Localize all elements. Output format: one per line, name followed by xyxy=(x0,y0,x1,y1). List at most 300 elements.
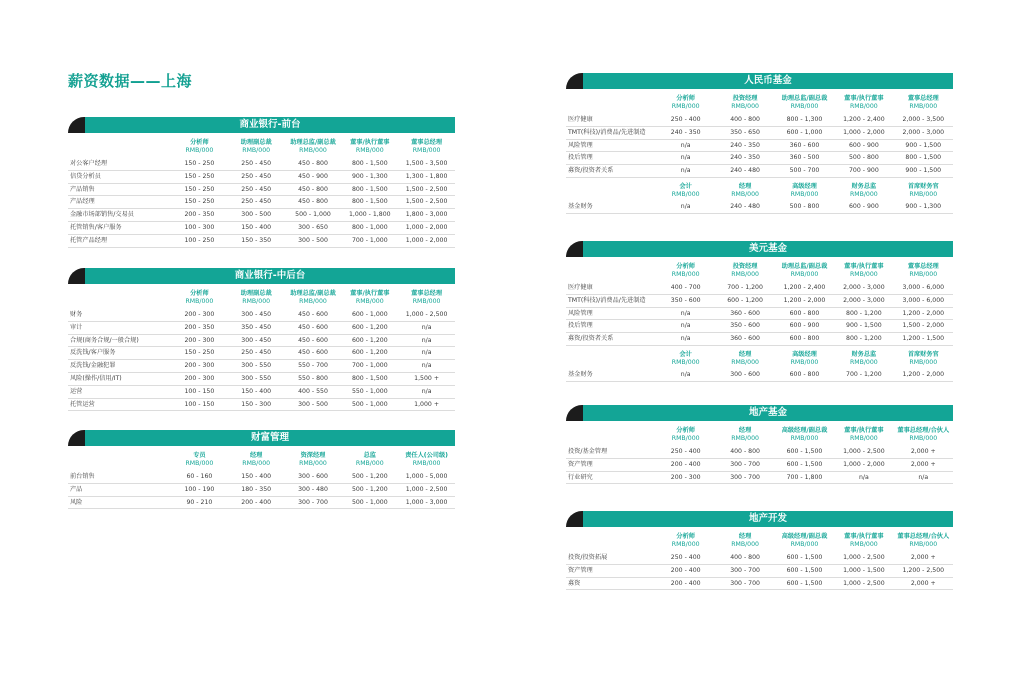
salary-range: 2,000 + xyxy=(894,458,953,471)
row-label: 产品 xyxy=(68,483,171,496)
column-header xyxy=(398,284,455,309)
column-title: 高级经理 xyxy=(792,350,817,358)
salary-range: 200 - 400 xyxy=(228,496,285,509)
column-title: 会计 xyxy=(679,350,692,358)
salary-range: 90 - 210 xyxy=(171,496,228,509)
column-title: 责任人(公司级) xyxy=(405,452,448,459)
section-header xyxy=(566,73,953,89)
salary-range: 250 - 450 xyxy=(228,158,285,170)
salary-range: 1,000 - 2,000 xyxy=(398,234,455,247)
column-title: 高级经理/副总裁 xyxy=(781,533,828,540)
salary-range: 500 - 1,200 xyxy=(341,471,398,483)
salary-range: 450 - 800 xyxy=(285,196,342,209)
salary-range: 200 - 300 xyxy=(171,334,228,347)
column-header xyxy=(715,257,774,282)
column-header-row xyxy=(566,177,953,201)
salary-range: 3,000 - 6,000 xyxy=(894,282,953,294)
salary-range: 400 - 800 xyxy=(715,446,774,458)
column-header xyxy=(228,133,285,158)
salary-range: 100 - 250 xyxy=(171,234,228,247)
salary-range: 600 - 1,200 xyxy=(341,321,398,334)
salary-range: 1,000 - 2,500 xyxy=(834,577,893,590)
column-title: 会计 xyxy=(679,182,692,190)
salary-range: 150 - 350 xyxy=(228,234,285,247)
salary-range: 500 - 700 xyxy=(775,165,834,178)
column-header xyxy=(775,257,834,282)
table-row xyxy=(68,183,455,196)
salary-range: 150 - 250 xyxy=(171,170,228,183)
column-title: 董事/执行董事 xyxy=(350,290,390,297)
column-title: 董事/执行董事 xyxy=(350,139,390,146)
salary-range: 2,000 - 3,500 xyxy=(894,114,953,126)
salary-range: 150 - 300 xyxy=(228,398,285,411)
salary-range: 300 - 500 xyxy=(285,398,342,411)
column-unit: RMB/000 xyxy=(849,103,878,110)
row-label: 前台销售 xyxy=(68,471,171,483)
salary-range: 600 - 1,500 xyxy=(775,458,834,471)
row-label: 募资/投资者关系 xyxy=(566,333,656,346)
salary-range: n/a xyxy=(398,347,455,360)
salary-range: 300 - 550 xyxy=(228,372,285,385)
row-label: 产品经理 xyxy=(68,196,171,209)
salary-table xyxy=(566,89,953,214)
row-label: 合规(商务合规/一般合规) xyxy=(68,334,171,347)
salary-range: 150 - 250 xyxy=(171,158,228,170)
salary-range: 500 - 1,000 xyxy=(341,398,398,411)
salary-range: 150 - 400 xyxy=(228,221,285,234)
salary-range: n/a xyxy=(656,152,715,165)
salary-range: 1,000 - 1,800 xyxy=(341,209,398,222)
salary-range: 200 - 300 xyxy=(656,471,715,484)
column-unit: RMB/000 xyxy=(790,358,819,366)
row-label-header xyxy=(566,421,656,446)
salary-range: 500 - 1,200 xyxy=(341,483,398,496)
salary-range: 250 - 400 xyxy=(656,446,715,458)
salary-range: 900 - 1,500 xyxy=(894,165,953,178)
salary-range: 400 - 700 xyxy=(656,282,715,294)
column-unit: RMB/000 xyxy=(671,271,700,278)
salary-range: 100 - 150 xyxy=(171,398,228,411)
column-title: 首席财务官 xyxy=(907,350,939,358)
salary-range: n/a xyxy=(656,333,715,346)
salary-range: n/a xyxy=(656,165,715,178)
salary-range: 240 - 350 xyxy=(656,126,715,139)
row-label: 投资/基金管理 xyxy=(566,446,656,458)
salary-range: 500 - 800 xyxy=(834,152,893,165)
column-header xyxy=(656,257,715,282)
column-unit: RMB/000 xyxy=(909,358,938,366)
table-row xyxy=(566,139,953,152)
salary-table xyxy=(68,133,455,248)
column-title: 经理 xyxy=(738,427,752,434)
table-row xyxy=(566,577,953,590)
salary-range: n/a xyxy=(656,201,715,213)
column-header xyxy=(715,527,774,552)
salary-range: 200 - 300 xyxy=(171,360,228,373)
section-title: 商业银行-中后台 xyxy=(85,268,455,284)
salary-range: n/a xyxy=(834,471,893,484)
column-header xyxy=(715,421,774,446)
salary-range: 100 - 300 xyxy=(171,221,228,234)
table-row xyxy=(68,209,455,222)
salary-range: n/a xyxy=(398,360,455,373)
column-header xyxy=(834,421,893,446)
salary-range: 1,500 - 2,500 xyxy=(398,196,455,209)
salary-range: 300 - 700 xyxy=(715,471,774,484)
column-header xyxy=(171,133,228,158)
column-unit: RMB/000 xyxy=(671,435,700,442)
column-header-row xyxy=(566,89,953,114)
table-row xyxy=(68,398,455,411)
table-row xyxy=(68,360,455,373)
row-label: 投后管理 xyxy=(566,320,656,333)
row-label-header xyxy=(566,345,656,369)
column-title: 高级经理 xyxy=(792,182,817,190)
column-header xyxy=(398,446,455,471)
column-header xyxy=(715,345,774,369)
column-title: 助理总监/副总裁 xyxy=(290,139,336,146)
section-title: 商业银行-前台 xyxy=(85,117,455,133)
column-unit: RMB/000 xyxy=(242,298,271,305)
column-title: 总监 xyxy=(363,452,376,459)
salary-range: 600 - 1,500 xyxy=(775,552,834,564)
row-label: 风险 xyxy=(68,496,171,509)
section-title: 人民币基金 xyxy=(583,73,953,89)
column-title: 经理 xyxy=(738,533,752,540)
salary-range: 3,000 - 6,000 xyxy=(894,294,953,307)
column-header xyxy=(775,89,834,114)
section-title: 地产基金 xyxy=(583,405,953,421)
salary-range: 300 - 600 xyxy=(285,471,342,483)
salary-range: 360 - 500 xyxy=(775,152,834,165)
salary-range: 350 - 600 xyxy=(715,320,774,333)
salary-range: 450 - 800 xyxy=(285,158,342,170)
table-row xyxy=(566,114,953,126)
table-row xyxy=(566,126,953,139)
column-header xyxy=(894,257,953,282)
salary-range: 1,200 - 2,400 xyxy=(834,114,893,126)
salary-section xyxy=(566,511,953,590)
row-label-header xyxy=(566,177,656,201)
salary-section xyxy=(68,117,455,248)
salary-range: 2,000 - 3,000 xyxy=(834,282,893,294)
column-header xyxy=(228,284,285,309)
column-unit: RMB/000 xyxy=(185,460,214,467)
salary-range: 60 - 160 xyxy=(171,471,228,483)
column-unit: RMB/000 xyxy=(849,541,878,548)
salary-range: 100 - 190 xyxy=(171,483,228,496)
column-title: 董事总经理 xyxy=(907,95,939,102)
salary-range: 1,200 - 2,000 xyxy=(894,307,953,320)
column-header xyxy=(228,446,285,471)
salary-range: 1,800 - 3,000 xyxy=(398,209,455,222)
column-header xyxy=(834,257,893,282)
section-title: 地产开发 xyxy=(583,511,953,527)
table-row xyxy=(68,196,455,209)
salary-range: 200 - 350 xyxy=(171,321,228,334)
salary-range: 300 - 550 xyxy=(228,360,285,373)
salary-range: 300 - 600 xyxy=(715,369,774,381)
salary-range: 180 - 350 xyxy=(228,483,285,496)
table-row xyxy=(566,307,953,320)
column-header xyxy=(171,284,228,309)
row-label: 审计 xyxy=(68,321,171,334)
salary-range: 700 - 1,000 xyxy=(341,234,398,247)
salary-range: 2,000 + xyxy=(894,577,953,590)
row-label-header xyxy=(68,133,171,158)
table-row xyxy=(566,333,953,346)
salary-range: 200 - 400 xyxy=(656,564,715,577)
row-label: 托管产品经理 xyxy=(68,234,171,247)
row-label: 资产管理 xyxy=(566,564,656,577)
column-unit: RMB/000 xyxy=(299,460,327,467)
salary-range: 150 - 250 xyxy=(171,196,228,209)
column-header-row xyxy=(68,133,455,158)
row-label: 医疗健康 xyxy=(566,114,656,126)
column-title: 分析师 xyxy=(676,95,695,102)
column-header xyxy=(285,446,342,471)
salary-range: 600 - 1,200 xyxy=(341,347,398,360)
column-unit: RMB/000 xyxy=(299,298,327,305)
column-unit: RMB/000 xyxy=(731,190,759,198)
column-unit: RMB/000 xyxy=(242,460,271,467)
column-title: 分析师 xyxy=(190,290,209,297)
salary-range: 600 - 1,200 xyxy=(715,294,774,307)
column-header xyxy=(775,527,834,552)
row-label: TMT(科技)/消费品/先进制造 xyxy=(566,294,656,307)
column-title: 助理总监/副总裁 xyxy=(290,290,336,297)
salary-range: n/a xyxy=(656,139,715,152)
column-unit: RMB/000 xyxy=(299,147,327,154)
table-row xyxy=(566,471,953,484)
salary-range: 1,200 - 2,400 xyxy=(775,282,834,294)
salary-range: 1,500 - 2,500 xyxy=(398,183,455,196)
column-header xyxy=(656,527,715,552)
column-title: 专员 xyxy=(193,452,206,459)
column-unit: RMB/000 xyxy=(790,541,819,548)
table-row xyxy=(68,221,455,234)
section-header-corner xyxy=(566,241,583,257)
column-title: 助理总监/副总裁 xyxy=(781,263,828,270)
salary-range: 800 - 1,000 xyxy=(341,221,398,234)
column-unit: RMB/000 xyxy=(355,147,384,154)
table-row xyxy=(566,152,953,165)
section-header-corner xyxy=(566,511,583,527)
column-title: 分析师 xyxy=(190,139,209,146)
salary-range: 800 - 1,200 xyxy=(834,333,893,346)
column-unit: RMB/000 xyxy=(185,298,214,305)
column-unit: RMB/000 xyxy=(412,460,441,467)
salary-range: 300 - 700 xyxy=(715,458,774,471)
column-unit: RMB/000 xyxy=(731,103,759,110)
column-header xyxy=(341,133,398,158)
salary-range: 360 - 600 xyxy=(775,139,834,152)
column-title: 董事/执行董事 xyxy=(844,427,884,434)
salary-range: 900 - 1,300 xyxy=(894,201,953,213)
column-header xyxy=(775,177,834,201)
salary-range: 300 - 450 xyxy=(228,334,285,347)
row-label: 反洗钱/客户服务 xyxy=(68,347,171,360)
section-header xyxy=(566,511,953,527)
row-label: 对公客户经理 xyxy=(68,158,171,170)
salary-range: 550 - 1,000 xyxy=(341,385,398,398)
table-row xyxy=(68,234,455,247)
salary-range: 150 - 400 xyxy=(228,385,285,398)
salary-range: 800 - 1,500 xyxy=(341,183,398,196)
salary-range: 240 - 480 xyxy=(715,165,774,178)
salary-table xyxy=(566,257,953,382)
column-header xyxy=(656,345,715,369)
table-row xyxy=(566,201,953,213)
salary-range: 700 - 1,200 xyxy=(834,369,893,381)
salary-range: n/a xyxy=(656,307,715,320)
table-row xyxy=(566,294,953,307)
salary-range: n/a xyxy=(398,321,455,334)
salary-range: 200 - 400 xyxy=(656,577,715,590)
table-row xyxy=(68,170,455,183)
row-label: 募资 xyxy=(566,577,656,590)
column-header xyxy=(715,177,774,201)
column-unit: RMB/000 xyxy=(909,541,938,548)
table-row xyxy=(68,309,455,321)
column-title: 投资经理 xyxy=(732,95,758,102)
column-title: 经理 xyxy=(250,452,263,459)
column-unit: RMB/000 xyxy=(849,435,878,442)
salary-range: 600 - 1,500 xyxy=(775,446,834,458)
salary-range: 700 - 1,800 xyxy=(775,471,834,484)
salary-range: 600 - 800 xyxy=(775,307,834,320)
column-title: 董事总经理 xyxy=(411,139,443,146)
row-label-header xyxy=(566,89,656,114)
salary-range: 1,500 - 2,000 xyxy=(894,320,953,333)
salary-range: 350 - 450 xyxy=(228,321,285,334)
salary-range: n/a xyxy=(894,471,953,484)
salary-range: 900 - 1,300 xyxy=(341,170,398,183)
column-unit: RMB/000 xyxy=(671,103,700,110)
column-unit: RMB/000 xyxy=(909,103,938,110)
salary-range: 200 - 300 xyxy=(171,309,228,321)
column-title: 高级经理/副总裁 xyxy=(781,427,828,434)
row-label: 基金财务 xyxy=(566,201,656,213)
salary-range: 240 - 350 xyxy=(715,152,774,165)
salary-range: 300 - 500 xyxy=(228,209,285,222)
salary-range: 250 - 400 xyxy=(656,114,715,126)
column-unit: RMB/000 xyxy=(849,190,878,198)
column-unit: RMB/000 xyxy=(790,271,819,278)
column-header xyxy=(775,345,834,369)
column-title: 董事总经理 xyxy=(907,263,939,270)
row-label-header xyxy=(566,257,656,282)
column-title: 助理总监/副总裁 xyxy=(781,95,828,102)
salary-range: 600 - 1,500 xyxy=(775,577,834,590)
salary-section xyxy=(566,405,953,484)
salary-section xyxy=(566,73,953,214)
salary-range: 2,000 - 3,000 xyxy=(894,126,953,139)
section-header-corner xyxy=(68,117,85,133)
salary-range: n/a xyxy=(398,334,455,347)
column-title: 分析师 xyxy=(676,427,695,434)
salary-range: 1,000 - 3,000 xyxy=(398,496,455,509)
section-header xyxy=(68,430,455,446)
row-label: 产品销售 xyxy=(68,183,171,196)
row-label: 风险管理 xyxy=(566,139,656,152)
salary-range: 240 - 480 xyxy=(715,201,774,213)
salary-range: 1,200 - 1,500 xyxy=(894,333,953,346)
salary-range: 1,300 - 1,800 xyxy=(398,170,455,183)
column-header xyxy=(834,177,893,201)
salary-range: 450 - 800 xyxy=(285,183,342,196)
column-header xyxy=(894,421,953,446)
salary-range: 700 - 1,200 xyxy=(715,282,774,294)
salary-range: 1,000 - 2,500 xyxy=(398,309,455,321)
column-title: 经理 xyxy=(738,350,752,358)
column-header-row xyxy=(68,446,455,471)
column-title: 董事/执行董事 xyxy=(844,263,884,270)
salary-table xyxy=(68,284,455,411)
row-label: 反洗钱/金融犯罪 xyxy=(68,360,171,373)
column-title: 分析师 xyxy=(676,263,695,270)
table-row xyxy=(566,320,953,333)
column-unit: RMB/000 xyxy=(909,271,938,278)
page-title: 薪资数据——上海 xyxy=(68,72,193,90)
salary-range: 1,000 - 2,500 xyxy=(834,552,893,564)
section-header-corner xyxy=(566,405,583,421)
table-row xyxy=(566,564,953,577)
column-header xyxy=(834,345,893,369)
salary-range: 700 - 900 xyxy=(834,165,893,178)
row-label: 运营 xyxy=(68,385,171,398)
column-title: 财务总监 xyxy=(851,182,877,190)
row-label: 募资/投资者关系 xyxy=(566,165,656,178)
table-row xyxy=(68,496,455,509)
salary-range: 250 - 450 xyxy=(228,170,285,183)
salary-range: 1,500 + xyxy=(398,372,455,385)
section-header xyxy=(566,241,953,257)
column-unit: RMB/000 xyxy=(185,147,214,154)
table-row xyxy=(68,158,455,170)
salary-range: 600 - 800 xyxy=(775,333,834,346)
salary-section xyxy=(68,430,455,509)
salary-range: 450 - 600 xyxy=(285,321,342,334)
row-label: 资产管理 xyxy=(566,458,656,471)
section-title: 财富管理 xyxy=(85,430,455,446)
salary-range: n/a xyxy=(398,385,455,398)
salary-range: 600 - 1,200 xyxy=(341,334,398,347)
salary-range: 100 - 150 xyxy=(171,385,228,398)
salary-range: 200 - 400 xyxy=(656,458,715,471)
row-label: 金融市场部销售/交易员 xyxy=(68,209,171,222)
table-row xyxy=(566,458,953,471)
salary-range: n/a xyxy=(656,320,715,333)
salary-range: 1,000 - 2,000 xyxy=(834,458,893,471)
section-header xyxy=(68,268,455,284)
column-header xyxy=(285,284,342,309)
row-label: 基金财务 xyxy=(566,369,656,381)
column-unit: RMB/000 xyxy=(790,435,819,442)
column-unit: RMB/000 xyxy=(731,541,759,548)
column-unit: RMB/000 xyxy=(731,435,759,442)
salary-range: 450 - 600 xyxy=(285,347,342,360)
salary-range: 700 - 1,000 xyxy=(341,360,398,373)
row-label-header xyxy=(566,527,656,552)
row-label: 风险管理 xyxy=(566,307,656,320)
column-header-row xyxy=(566,527,953,552)
salary-range: 550 - 700 xyxy=(285,360,342,373)
column-title: 经理 xyxy=(738,182,752,190)
table-row xyxy=(566,446,953,458)
column-title: 助理副总裁 xyxy=(240,139,272,146)
table-row xyxy=(68,385,455,398)
